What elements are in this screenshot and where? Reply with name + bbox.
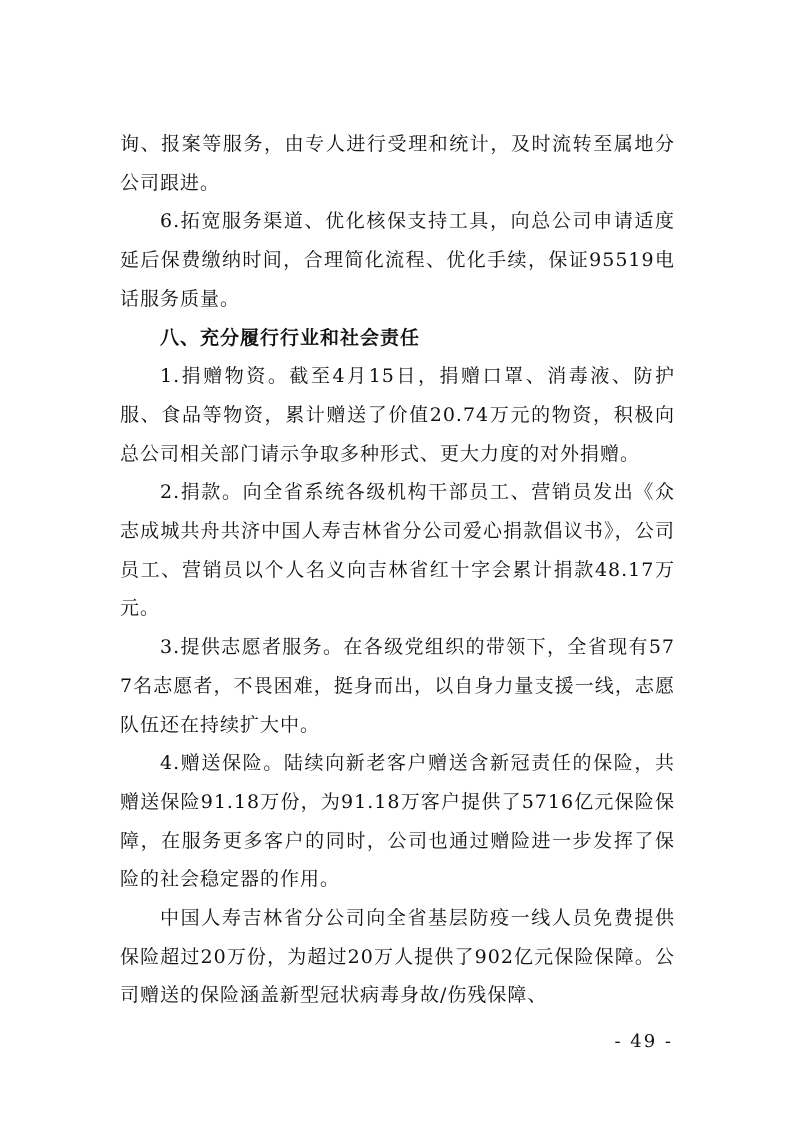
paragraph-item-6: 6.拓宽服务渠道、优化核保支持工具，向总公司申请适度延后保费缴纳时间，合理简化流程、优化手续，保证95519电话服务质量。 — [120, 210, 675, 310]
page-number: - 49 - — [614, 1031, 673, 1052]
paragraph-item-1: 1.捐赠物资。截至4月15日，捐赠口罩、消毒液、防护服、食品等物资，累计赠送了价值20.74万元的物资，积极向总公司相关部门请示争取多种形式、更大力度的对外捐赠。 — [120, 365, 675, 465]
paragraph-item-3: 3.提供志愿者服务。在各级党组织的带领下，全省现有577名志愿者，不畏困难，挺身而出，以自身力量支援一线，志愿队伍还在持续扩大中。 — [120, 636, 675, 736]
paragraph-item-4: 4.赠送保险。陆续向新老客户赠送含新冠责任的保险，共赠送保险91.18万份，为91.18万客户提供了5716亿元保险保障，在服务更多客户的同时，公司也通过赠险进一步发挥了保险的社会稳定器的作用。 — [120, 752, 675, 891]
body-text — [120, 125, 675, 1015]
paragraph-continuation: 询、报案等服务，由专人进行受理和统计，及时流转至属地分公司跟进。 — [120, 133, 675, 194]
paragraph-item-2: 2.捐款。向全省系统各级机构干部员工、营销员发出《众志成城共舟共济中国人寿吉林省分公司爱心捐款倡议书》，公司员工、营销员以个人名义向吉林省红十字会累计捐款48.17万元。 — [120, 481, 675, 620]
section-heading-8: 八、充分履行行业和社会责任 — [160, 326, 421, 349]
paragraph-summary: 中国人寿吉林省分公司向全省基层防疫一线人员免费提供保险超过20万份，为超过20万人提供了902亿元保险保障。公司赠送的保险涵盖新型冠状病毒身故/伤残保障、 — [120, 907, 675, 1007]
